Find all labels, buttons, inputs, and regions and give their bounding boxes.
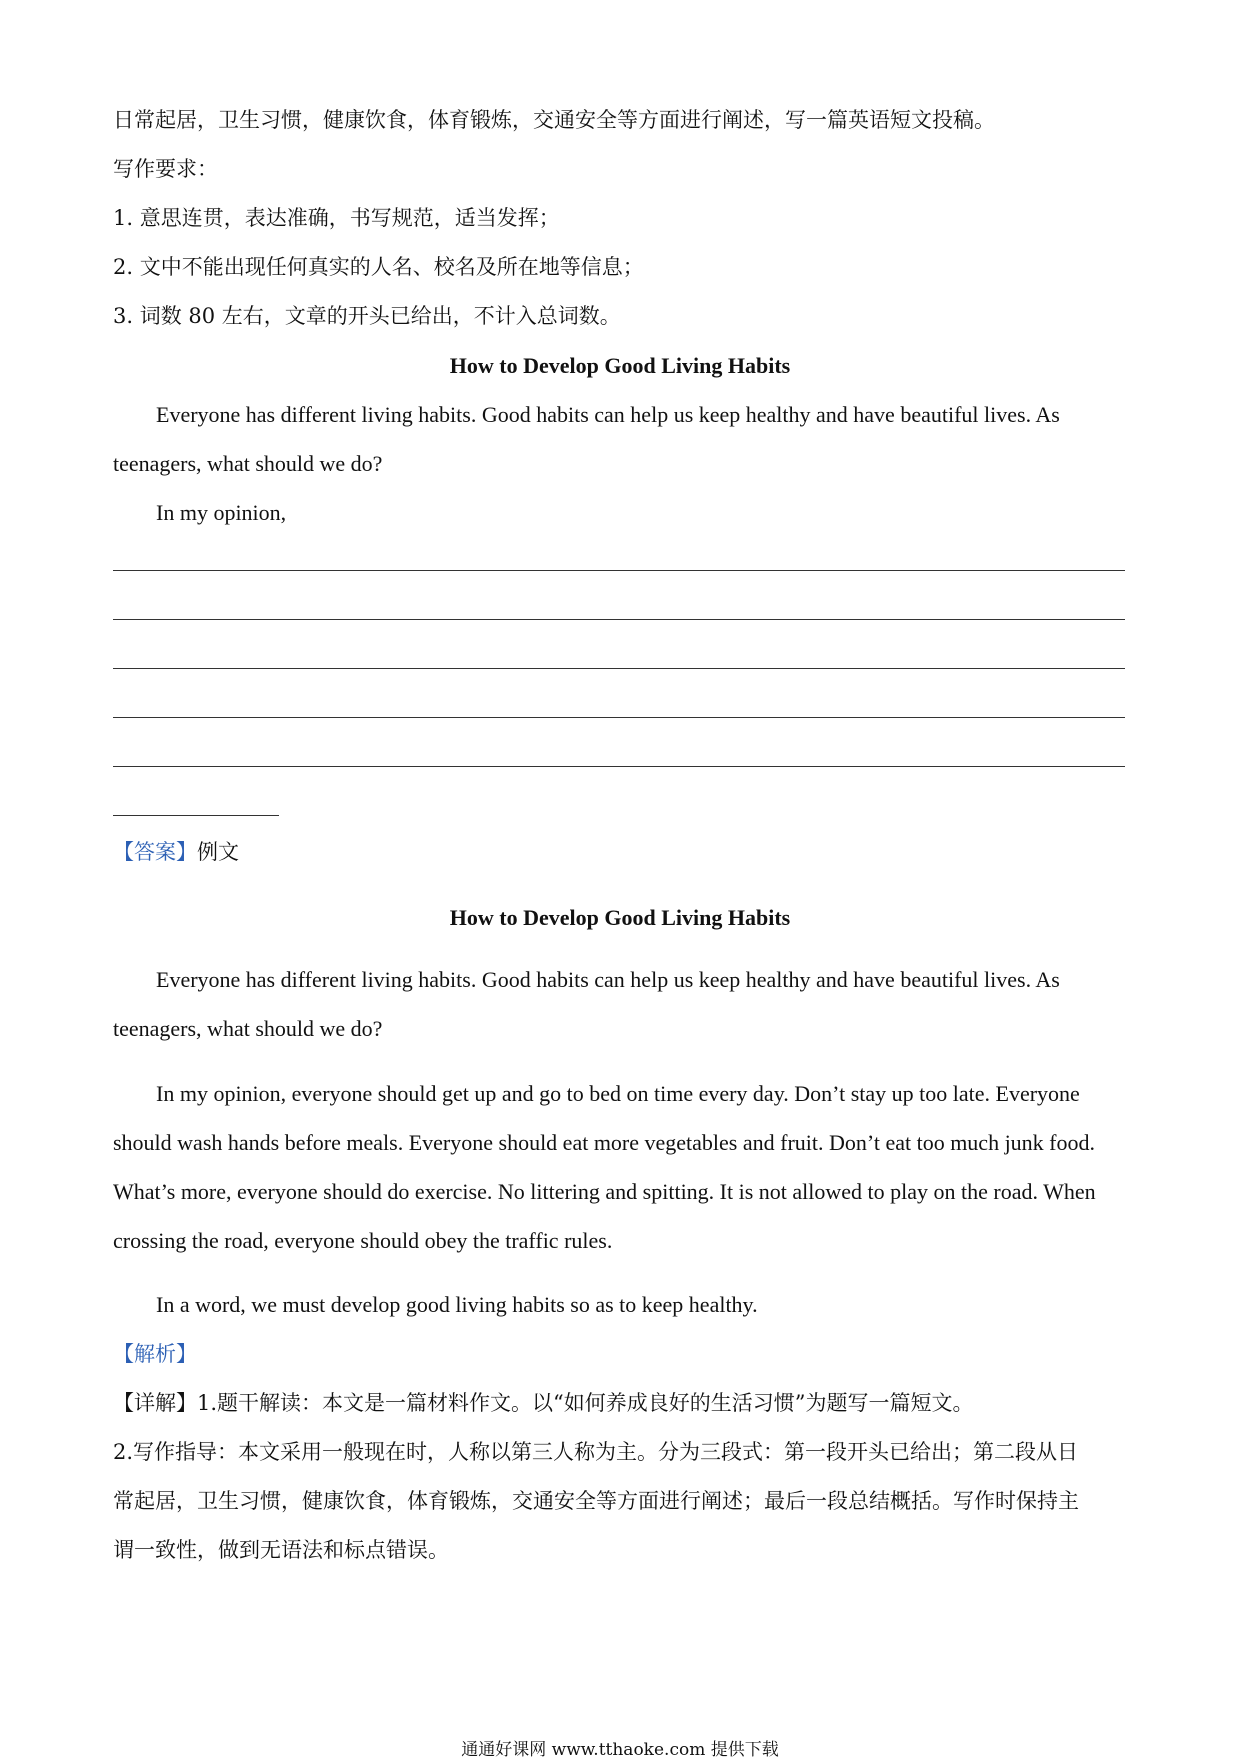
requirement-item: 2. 文中不能出现任何真实的人名、校名及所在地等信息； xyxy=(113,255,644,279)
answer-paragraph-line: Everyone has different living habits. Good habits can help us keep healthy and have beautiful lives. As xyxy=(156,967,1060,992)
prompt-essay-start: In my opinion, xyxy=(156,500,287,525)
page-footer: 通通好课网 www.tthaoke.com 提供下载 xyxy=(461,1740,779,1760)
answer-paragraph-line: should wash hands before meals. Everyone should eat more vegetables and fruit. Don’t eat too much junk food. xyxy=(113,1130,1096,1155)
analysis-tag: 【解析】 xyxy=(113,1342,197,1366)
writing-line-short xyxy=(113,815,279,816)
prompt-opening-line: teenagers, what should we do? xyxy=(113,451,383,476)
requirements-heading: 写作要求： xyxy=(113,157,218,181)
writing-line xyxy=(113,717,1125,718)
analysis-detail-line: 谓一致性，做到无语法和标点错误。 xyxy=(113,1538,449,1562)
analysis-detail-line: 2.写作指导：本文采用一般现在时，人称以第三人称为主。分为三段式：第一段开头已给出；第二段从日 xyxy=(113,1440,1079,1464)
prompt-opening-line: Everyone has different living habits. Good habits can help us keep healthy and have beautiful lives. As xyxy=(156,402,1060,427)
requirement-item: 3. 词数 80 左右，文章的开头已给出，不计入总词数。 xyxy=(113,304,621,328)
answer-paragraph-line: What’s more, everyone should do exercise. No littering and spitting. It is not allowed to play on the road. When xyxy=(113,1179,1096,1204)
detail-tag: 【详解】 xyxy=(113,1391,197,1415)
answer-paragraph-line: In my opinion, everyone should get up and go to bed on time every day. Don’t stay up too late. Everyone xyxy=(156,1081,1080,1106)
writing-line xyxy=(113,668,1125,669)
requirement-item: 1. 意思连贯，表达准确，书写规范，适当发挥； xyxy=(113,206,560,230)
answer-paragraph-line: crossing the road, everyone should obey the traffic rules. xyxy=(113,1228,613,1253)
analysis-detail-line xyxy=(113,1389,974,1417)
answer-heading xyxy=(113,838,239,866)
prompt-intro-continuation: 日常起居，卫生习惯，健康饮食，体育锻炼，交通安全等方面进行阐述，写一篇英语短文投稿。 xyxy=(113,108,995,132)
answer-essay-title: How to Develop Good Living Habits xyxy=(449,905,791,930)
answer-paragraph-line: teenagers, what should we do? xyxy=(113,1016,383,1041)
answer-label: 例文 xyxy=(197,840,239,864)
prompt-essay-title: How to Develop Good Living Habits xyxy=(449,353,791,378)
analysis-detail-line: 常起居，卫生习惯，健康饮食，体育锻炼，交通安全等方面进行阐述；最后一段总结概括。写作时保持主 xyxy=(113,1489,1079,1513)
detail-text: 1.题干解读：本文是一篇材料作文。以“如何养成良好的生活习惯”为题写一篇短文。 xyxy=(197,1391,974,1415)
answer-paragraph-line: In a word, we must develop good living habits so as to keep healthy. xyxy=(156,1292,758,1317)
writing-line xyxy=(113,570,1125,571)
writing-line xyxy=(113,766,1125,767)
answer-tag: 【答案】 xyxy=(113,840,197,864)
writing-line xyxy=(113,619,1125,620)
